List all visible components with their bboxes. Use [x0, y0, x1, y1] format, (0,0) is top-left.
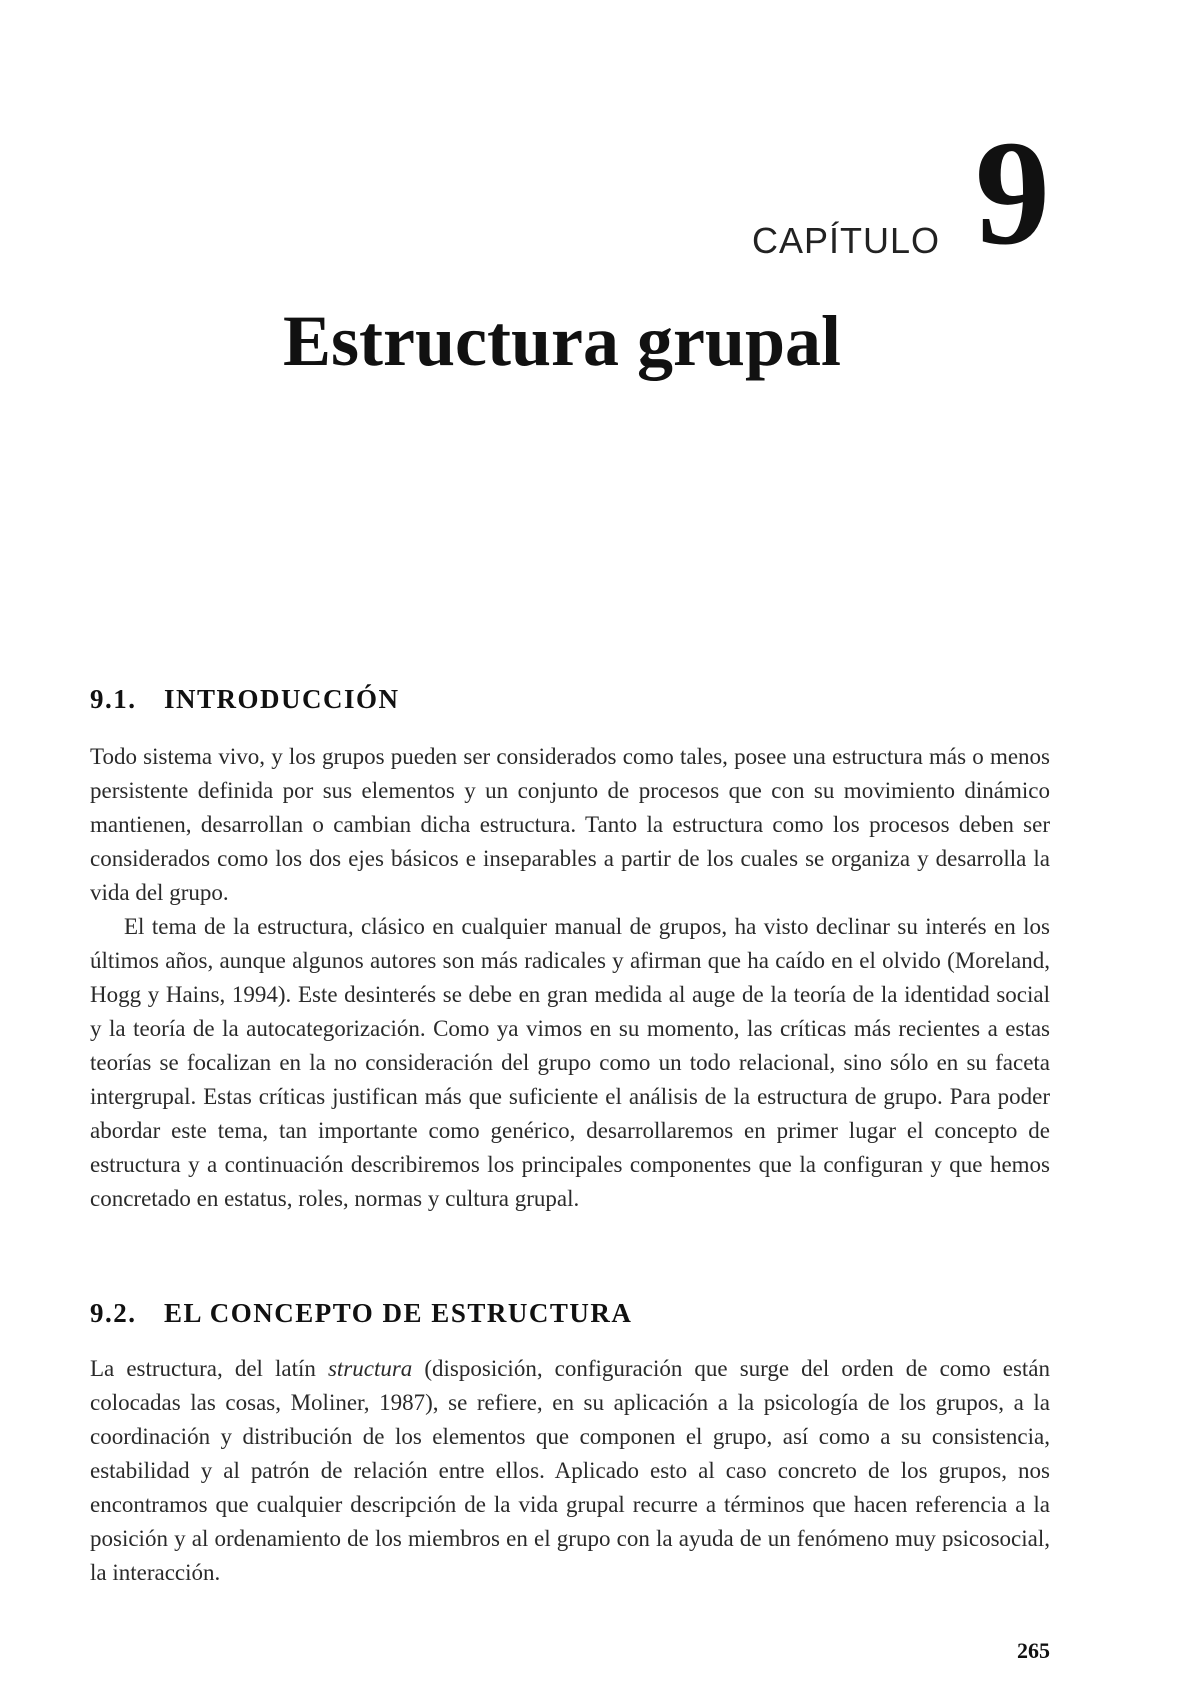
section-body-introduccion [90, 740, 1050, 1216]
latin-term: structura [327, 1356, 413, 1381]
section-heading-introduccion [90, 684, 400, 715]
paragraph: El tema de la estructura, clásico en cualquier manual de grupos, ha visto declinar su interés en los últimos años, aunque algunos autores son más radicales y afirman que ha caído en el olvido (Moreland, Hogg y Hains, 1994). Este desinterés se debe en gran medida al auge de la teoría de la identidad social y la teoría de la autocategorización. Como ya vimos en su momento, las críticas más recientes a estas teorías se focalizan en la no consideración del grupo como un todo relacional, sino sólo en su faceta intergrupal. Estas críticas justifican más que suficiente el análisis de la estructura de grupo. Para poder abordar este tema, tan importante como genérico, desarrollaremos en primer lugar el concepto de estructura y a continuación describiremos los principales componentes que la configuran y que hemos concretado en estatus, roles, normas y cultura grupal. [90, 914, 1050, 1211]
section-number: 9.1. [90, 684, 137, 714]
section-body-concepto-estructura [90, 1352, 1050, 1590]
page-number: 265 [1017, 1638, 1050, 1663]
section-title: INTRODUCCIÓN [164, 684, 400, 714]
paragraph [90, 1352, 1050, 1590]
chapter-number: 9 [975, 110, 1050, 276]
paragraph-text: (disposición, configuración que surge del orden de como están colocadas las cosas, Moliner, 1987), se refiere, en su aplicación a la psicología de los grupos, a la coordinación y distribución de los elementos que componen el grupo, así como a su consistencia, estabilidad y al patrón de relación entre ellos. Aplicado esto al caso concreto de los grupos, nos encontramos que cualquier descripción de la vida grupal recurre a términos que hacen referencia a la posición y al ordenamiento de los miembros en el grupo con la ayuda de un fenómeno muy psicosocial, la interacción. [90, 1356, 1050, 1585]
paragraph-text: La estructura, del latín [90, 1356, 316, 1381]
section-title: EL CONCEPTO DE ESTRUCTURA [164, 1298, 633, 1328]
section-number: 9.2. [90, 1298, 137, 1328]
paragraph: Todo sistema vivo, y los grupos pueden ser considerados como tales, posee una estructura más o menos persistente definida por sus elementos y un conjunto de procesos que con su movimiento dinámico mantienen, desarrollan o cambian dicha estructura. Tanto la estructura como los procesos deben ser considerados como los dos ejes básicos e inseparables a partir de los cuales se organiza y desarrolla la vida del grupo. [90, 744, 1050, 905]
section-heading-concepto-estructura [90, 1298, 632, 1329]
chapter-title: Estructura grupal [283, 301, 841, 381]
chapter-label: CAPÍTULO [751, 220, 940, 261]
